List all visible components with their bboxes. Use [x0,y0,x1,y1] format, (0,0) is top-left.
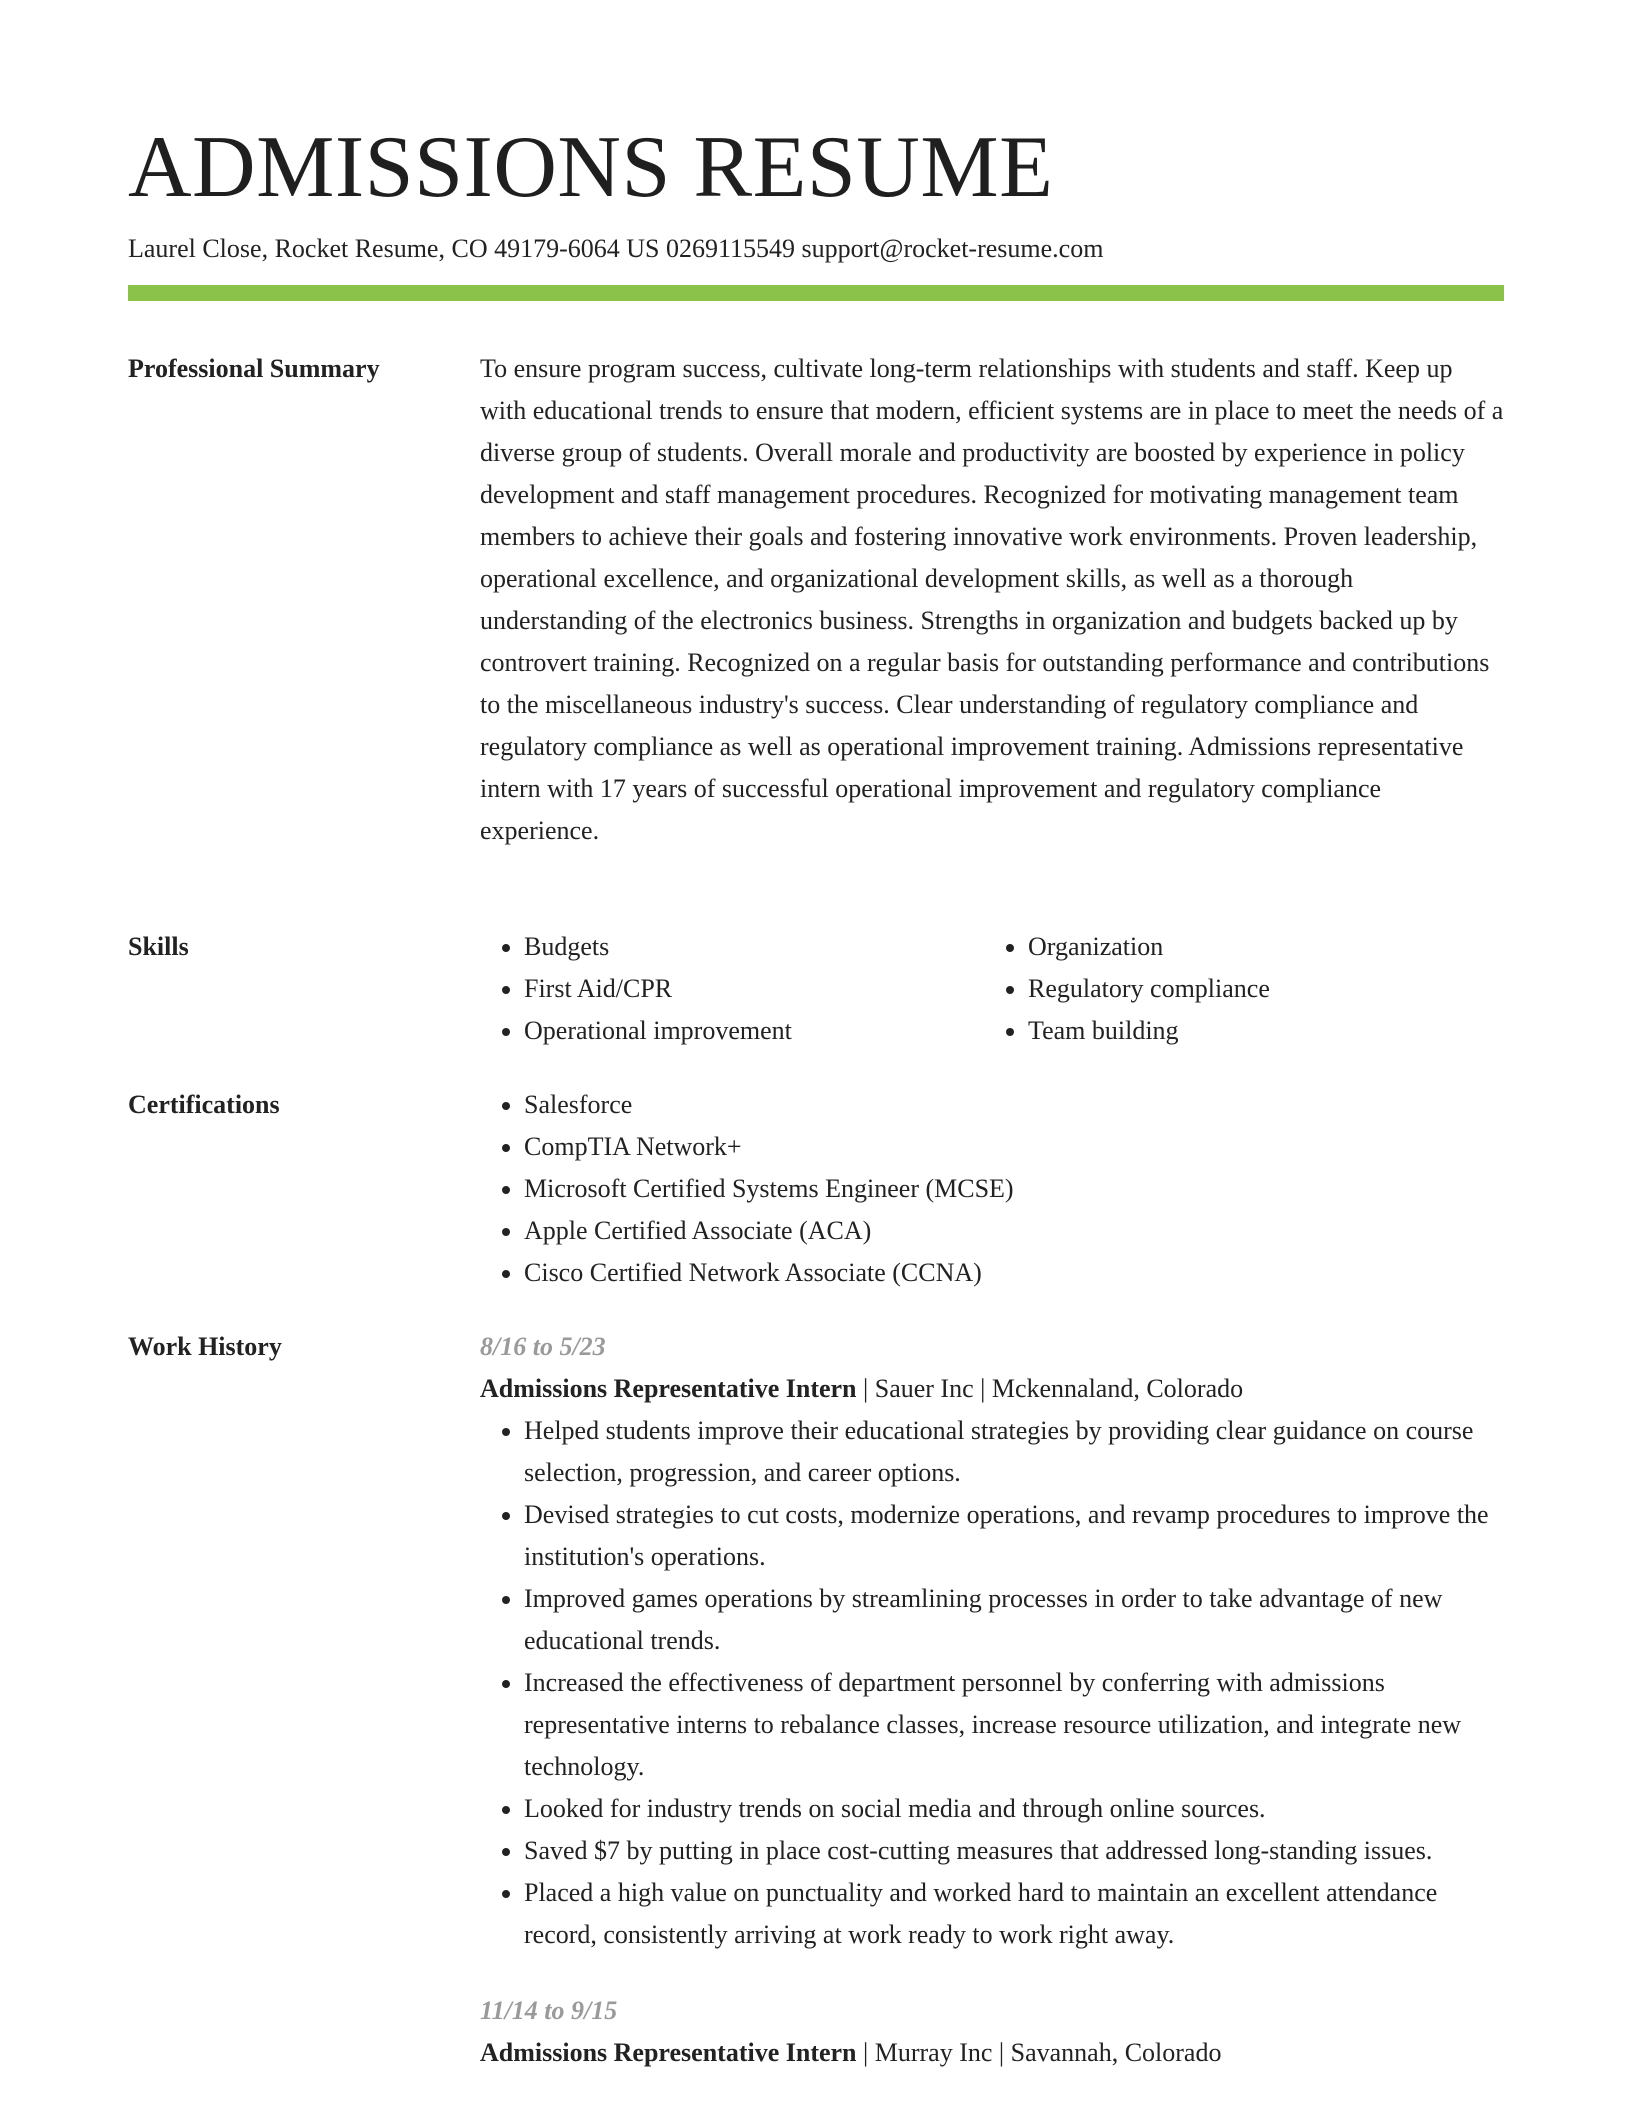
job-bullet: • Devised strategies to cut costs, modernize operations, and revamp procedures to improve the institution's operations. [524,1494,1504,1578]
certification-item: • Cisco Certified Network Associate (CCNA) [524,1252,1504,1294]
job-dates: 11/14 to 9/15 [480,1996,618,2025]
skill-item: • Budgets [524,926,984,968]
certification-item: • Salesforce [524,1084,1504,1126]
job-heading [480,1368,1504,1410]
job-employer-location: | Sauer Inc | Mckennaland, Colorado [856,1374,1244,1403]
skill-item: • First Aid/CPR [524,968,984,1010]
skill-item: • Organization [1028,926,1504,968]
header-divider [128,285,1504,301]
skills-list-right [984,926,1504,1052]
summary-text: To ensure program success, cultivate long-term relationships with students and staff. Keep up with educational trends to ensure that modern, efficient systems are in place to meet the needs of a diverse group of students. Overall morale and productivity are boosted by experience in policy development and staff management procedures. Recognized for motivating management team members to achieve their goals and fostering innovative work environments. Proven leadership, operational excellence, and organizational development skills, as well as a thorough understanding of the electronics business. Strengths in organization and budgets backed up by controvert training. Recognized on a regular basis for outstanding performance and contributions to the miscellaneous industry's success. Clear understanding of regulatory compliance and regulatory compliance as well as operational improvement training. Admissions representative intern with 17 years of successful operational improvement and regulatory compliance experience. [480,354,1504,845]
certification-item: • Apple Certified Associate (ACA) [524,1210,1504,1252]
job-bullet: • Placed a high value on punctuality and worked hard to maintain an excellent attendance record, consistently arriving at work ready to work right away. [524,1872,1504,1956]
job-title: Admissions Representative Intern [480,1374,857,1403]
job-bullet: • Helped students improve their educational strategies by providing clear guidance on course selection, progression, and career options. [524,1410,1504,1494]
job-bullet: • Looked for industry trends on social media and through online sources. [524,1788,1504,1830]
job-bullet: • Increased the effectiveness of department personnel by conferring with admissions representative interns to rebalance classes, increase resource utilization, and integrate new technology. [524,1662,1504,1788]
skills-list-left [480,926,984,1052]
certification-item: • Microsoft Certified Systems Engineer (MCSE) [524,1168,1504,1210]
job-bullet: • Saved $7 by putting in place cost-cutting measures that addressed long-standing issues. [524,1830,1504,1872]
summary-body [480,348,1504,852]
skill-item: • Team building [1028,1010,1504,1052]
section-label-summary: Professional Summary [128,354,380,383]
section-label-skills: Skills [128,932,189,961]
skills-grid [480,926,1504,1052]
certification-item: • CompTIA Network+ [524,1126,1504,1168]
job-entry [480,1990,1504,2074]
certifications-list [480,1084,1504,1294]
job-employer-location: | Murray Inc | Savannah, Colorado [856,2038,1222,2067]
skill-item: • Operational improvement [524,1010,984,1052]
job-title: Admissions Representative Intern [480,2038,857,2067]
section-label-work-history: Work History [128,1332,282,1361]
resume-title: ADMISSIONS RESUME [128,119,1054,216]
skill-item: • Regulatory compliance [1028,968,1504,1010]
job-dates: 8/16 to 5/23 [480,1332,606,1361]
job-entry [480,1326,1504,1956]
contact-line: Laurel Close, Rocket Resume, CO 49179-6064 US 0269115549 support@rocket-resume.com [128,234,1104,263]
certifications-body [480,1084,1504,1294]
job-heading [480,2032,1504,2074]
job-bullets [480,1410,1504,1956]
job-bullet: • Improved games operations by streamlining processes in order to take advantage of new educational trends. [524,1578,1504,1662]
section-label-certifications: Certifications [128,1090,280,1119]
work-history-body [480,1326,1504,2074]
